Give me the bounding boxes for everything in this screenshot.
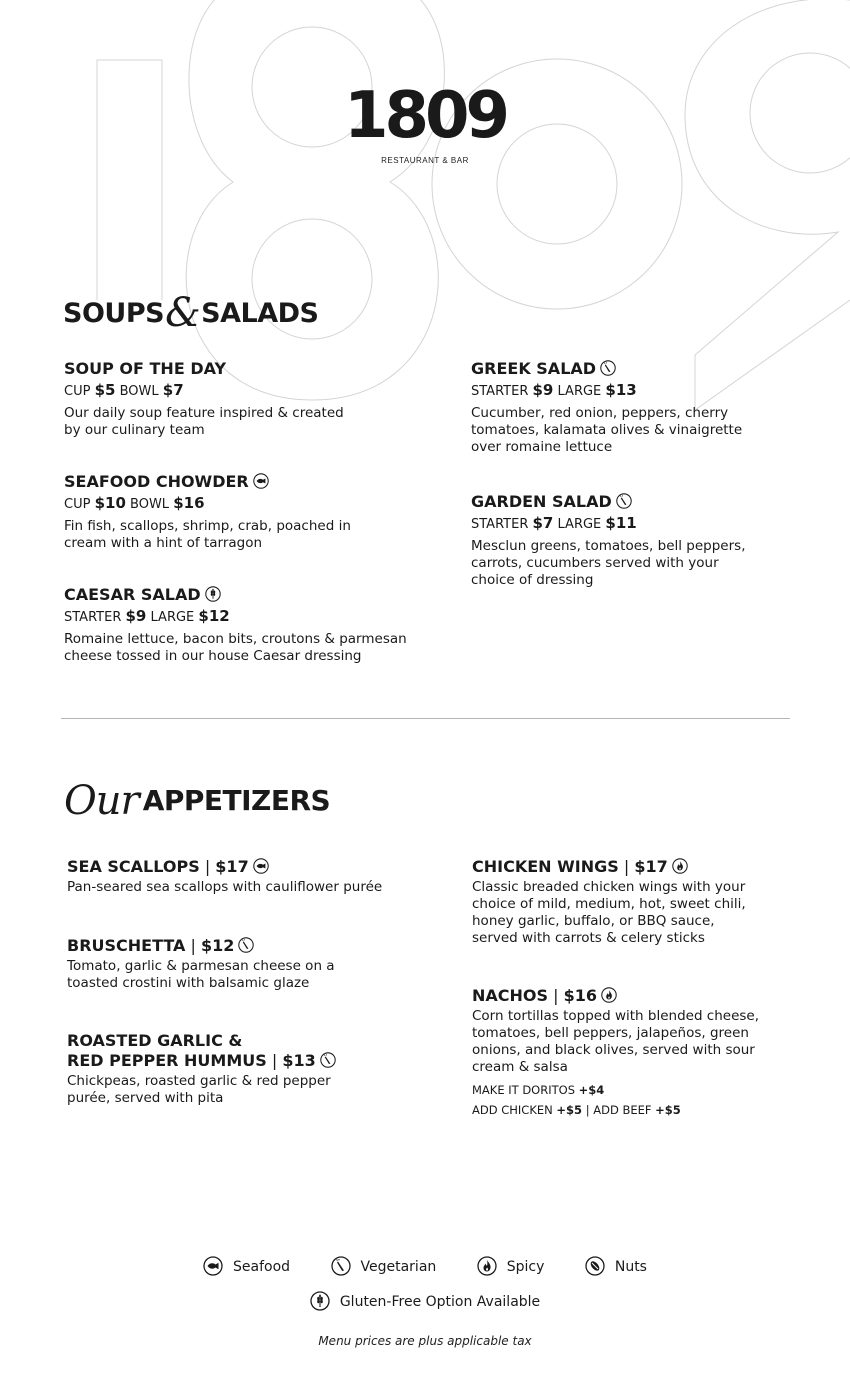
item-name-line-1: ROASTED GARLIC & <box>67 1031 243 1050</box>
item-name-text: GREEK SALAD <box>471 359 597 378</box>
menu-item-soup-of-the-day <box>64 359 424 439</box>
size-label: LARGE <box>557 517 602 532</box>
item-description: Tomato, garlic & parmesan cheese on a toasted crostini with balsamic glaze <box>67 958 335 991</box>
fish-icon <box>203 1256 223 1276</box>
item-description: Mesclun greens, tomatoes, bell peppers, carrots, cucumbers served with your choice of dressing <box>471 538 746 588</box>
size-label: LARGE <box>557 384 602 399</box>
legend-nuts <box>585 1256 647 1276</box>
legend-spicy <box>477 1256 545 1276</box>
fish-icon <box>253 473 269 489</box>
item-name-text: RED PEPPER HUMMUS <box>67 1051 267 1070</box>
legend-label: Seafood <box>233 1259 291 1275</box>
menu-item-garden-salad <box>471 492 831 589</box>
item-name-text: CHICKEN WINGS <box>472 857 619 876</box>
price-value: $10 <box>94 494 126 512</box>
price-value: $12 <box>201 936 235 955</box>
size-label: BOWL <box>130 497 170 512</box>
size-label: CUP <box>64 497 91 512</box>
item-name <box>67 857 427 877</box>
carrot-icon <box>238 937 254 953</box>
price-value: $9 <box>532 381 554 399</box>
add-on-price: +$4 <box>578 1083 605 1097</box>
size-label: STARTER <box>471 517 529 532</box>
menu-item-caesar-salad <box>64 585 424 665</box>
size-label: STARTER <box>471 384 529 399</box>
legend-gluten-free <box>310 1291 540 1311</box>
add-on-protein <box>472 1100 832 1120</box>
item-name-text: SEAFOOD CHOWDER <box>64 472 249 491</box>
item-description: Chickpeas, roasted garlic & red pepper purée, served with pita <box>67 1073 331 1106</box>
item-name <box>64 359 424 379</box>
name-price-separator: | <box>266 1051 283 1070</box>
wheat-icon <box>205 586 221 602</box>
carrot-icon <box>616 493 632 509</box>
item-price-line <box>64 492 424 516</box>
legend-label: Nuts <box>614 1259 647 1275</box>
restaurant-logo <box>0 80 850 165</box>
soups-title-left: SOUPS <box>63 298 165 329</box>
soups-salads-title <box>63 290 318 336</box>
item-description: Fin fish, scallops, shrimp, crab, poached in cream with a hint of tarragon <box>64 518 351 551</box>
logo-subtitle: RESTAURANT & BAR <box>381 156 469 165</box>
item-name-text: SOUP OF THE DAY <box>64 359 227 378</box>
size-label: BOWL <box>119 384 159 399</box>
add-on-label: MAKE IT DORITOS <box>472 1083 575 1097</box>
item-price-line <box>471 379 831 403</box>
appetizers-title-main: APPETIZERS <box>142 784 331 817</box>
item-description: Our daily soup feature inspired & created by our culinary team <box>64 405 344 438</box>
legend-seafood <box>203 1256 290 1276</box>
add-on-price: +$5 <box>556 1103 583 1117</box>
appetizers-title-script: Our <box>64 778 139 824</box>
add-on-doritos <box>472 1080 832 1100</box>
flame-icon <box>477 1256 497 1276</box>
price-value: $13 <box>605 381 637 399</box>
name-price-separator: | <box>548 986 564 1005</box>
item-name <box>64 472 424 492</box>
price-value: $17 <box>634 857 668 876</box>
name-price-separator: | <box>618 857 635 876</box>
price-value: $16 <box>173 494 205 512</box>
dietary-legend-row-2 <box>0 1291 850 1311</box>
soups-title-ampersand: & <box>165 290 201 336</box>
price-value: $9 <box>125 607 147 625</box>
item-price-line <box>64 605 424 629</box>
add-on-separator: | <box>582 1103 594 1117</box>
item-name <box>471 359 831 379</box>
legend-label: Spicy <box>506 1259 545 1275</box>
price-value: $5 <box>94 381 116 399</box>
name-price-separator: | <box>185 936 201 955</box>
price-value: $12 <box>198 607 230 625</box>
item-name-text: NACHOS <box>472 986 549 1005</box>
logo-wordmark: 1809 <box>343 79 507 153</box>
flame-icon <box>672 858 688 874</box>
item-description: Corn tortillas topped with blended cheese, tomatoes, bell peppers, jalapeños, green onions, and black olives, served with sour cream & salsa <box>472 1008 760 1075</box>
legend-label: Gluten-Free Option Available <box>339 1294 541 1310</box>
menu-item-seafood-chowder <box>64 472 424 552</box>
item-description: Classic breaded chicken wings with your choice of mild, medium, hot, sweet chili, honey garlic, buffalo, or BBQ sauce, served with carrots & celery sticks <box>472 879 746 946</box>
size-label: LARGE <box>150 610 195 625</box>
item-description: Cucumber, red onion, peppers, cherry tomatoes, kalamata olives & vinaigrette over romaine lettuce <box>471 405 743 455</box>
item-name <box>67 1051 427 1071</box>
appetizers-title <box>64 778 330 824</box>
dietary-legend-row-1 <box>0 1256 850 1276</box>
menu-item-greek-salad <box>471 359 831 456</box>
size-label: CUP <box>64 384 91 399</box>
menu-item-chicken-wings <box>472 857 832 947</box>
soups-title-right: SALADS <box>201 298 319 329</box>
menu-item-roasted-garlic-hummus <box>67 1031 427 1107</box>
price-value: $11 <box>605 514 637 532</box>
item-name <box>472 986 832 1006</box>
item-name <box>64 585 424 605</box>
add-on-label: ADD CHICKEN <box>472 1103 553 1117</box>
menu-item-sea-scallops <box>67 857 427 896</box>
add-on-price: +$5 <box>655 1103 681 1117</box>
item-name <box>471 492 831 512</box>
carrot-icon <box>331 1256 351 1276</box>
item-name <box>67 936 427 956</box>
price-value: $13 <box>282 1051 316 1070</box>
item-price-line <box>471 512 831 536</box>
size-label: STARTER <box>64 610 122 625</box>
price-value: $7 <box>532 514 554 532</box>
item-name-text: GARDEN SALAD <box>471 492 612 511</box>
fish-icon <box>253 858 269 874</box>
item-name-text: BRUSCHETTA <box>67 936 186 955</box>
section-divider <box>61 718 790 719</box>
price-value: $17 <box>215 857 249 876</box>
flame-icon <box>601 987 617 1003</box>
carrot-icon <box>320 1052 336 1068</box>
tax-footnote: Menu prices are plus applicable tax <box>318 1334 532 1348</box>
item-name <box>472 857 832 877</box>
name-price-separator: | <box>199 857 216 876</box>
item-name-text: SEA SCALLOPS <box>67 857 200 876</box>
item-description: Romaine lettuce, bacon bits, croutons & parmesan cheese tossed in our house Caesar dressing <box>64 631 407 664</box>
item-description: Pan-seared sea scallops with cauliflower purée <box>67 879 383 895</box>
price-value: $16 <box>563 986 597 1005</box>
menu-item-bruschetta <box>67 936 427 992</box>
item-name-text: CAESAR SALAD <box>64 585 201 604</box>
carrot-icon <box>600 360 616 376</box>
price-value: $7 <box>162 381 184 399</box>
legend-vegetarian <box>331 1256 437 1276</box>
legend-label: Vegetarian <box>360 1259 437 1275</box>
wheat-icon <box>310 1291 330 1311</box>
item-price-line <box>64 379 424 403</box>
add-on-label: ADD BEEF <box>593 1103 652 1117</box>
nut-icon <box>585 1256 605 1276</box>
menu-item-nachos <box>472 986 832 1120</box>
